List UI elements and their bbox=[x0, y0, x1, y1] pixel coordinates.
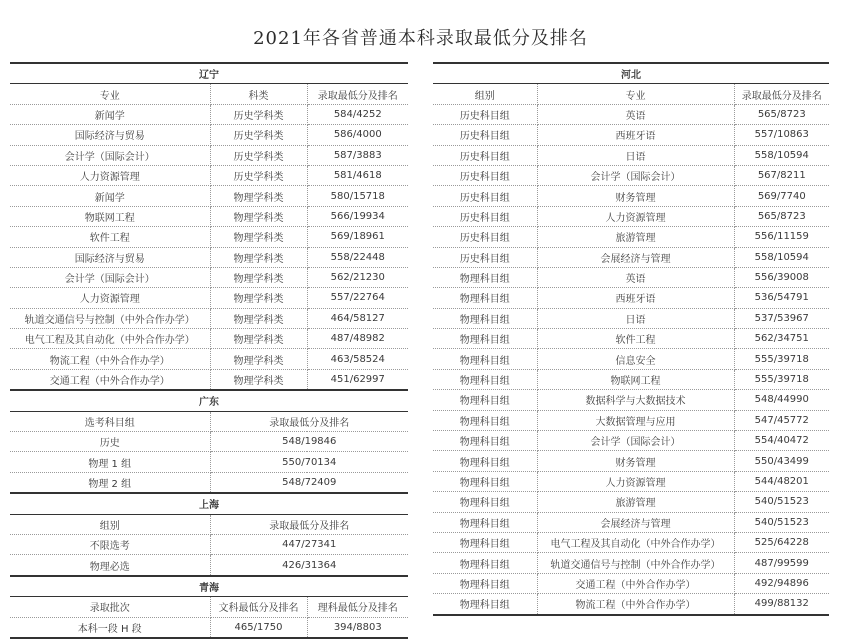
column-header: 录取最低分及排名 bbox=[734, 84, 829, 104]
table-cell: 会计学（国际会计） bbox=[10, 145, 210, 165]
table-cell: 历史 bbox=[10, 432, 210, 452]
table-cell: 物理必选 bbox=[10, 555, 210, 576]
guangdong-province-name: 广东 bbox=[10, 390, 408, 411]
liaoning-section-header bbox=[10, 63, 408, 84]
table-row bbox=[433, 206, 829, 226]
table-cell: 580/15718 bbox=[307, 186, 408, 206]
table-row bbox=[433, 410, 829, 430]
table-cell: 物理学科类 bbox=[210, 206, 307, 226]
table-cell: 558/10594 bbox=[734, 145, 829, 165]
table-cell: 历史学科类 bbox=[210, 125, 307, 145]
table-row bbox=[433, 247, 829, 267]
table-row bbox=[10, 227, 408, 247]
guangdong-column-headers bbox=[10, 411, 408, 431]
table-row bbox=[433, 451, 829, 471]
table-row bbox=[10, 288, 408, 308]
column-header: 专业 bbox=[537, 84, 734, 104]
table-cell: 历史学科类 bbox=[210, 104, 307, 124]
table-cell: 不限选考 bbox=[10, 534, 210, 554]
table-row bbox=[10, 534, 408, 554]
table-row bbox=[10, 452, 408, 472]
table-row bbox=[10, 349, 408, 369]
table-cell: 会计学（国际会计） bbox=[537, 431, 734, 451]
table-cell: 548/19846 bbox=[210, 432, 408, 452]
page-title: 2021年各省普通本科录取最低分及排名 bbox=[253, 28, 588, 49]
table-cell: 物理科目组 bbox=[433, 471, 537, 491]
table-cell: 562/21230 bbox=[307, 267, 408, 287]
table-cell: 物理学科类 bbox=[210, 186, 307, 206]
qinghai-column-headers bbox=[10, 597, 408, 617]
table-cell: 557/22764 bbox=[307, 288, 408, 308]
table-cell: 会计学（国际会计） bbox=[537, 165, 734, 185]
table-row bbox=[433, 329, 829, 349]
left-score-table bbox=[10, 62, 408, 639]
table-cell: 历史科目组 bbox=[433, 186, 537, 206]
table-cell: 物理科目组 bbox=[433, 267, 537, 287]
table-cell: 587/3883 bbox=[307, 145, 408, 165]
table-cell: 550/70134 bbox=[210, 452, 408, 472]
table-cell: 544/48201 bbox=[734, 471, 829, 491]
table-cell: 财务管理 bbox=[537, 186, 734, 206]
table-row bbox=[10, 165, 408, 185]
column-header: 文科最低分及排名 bbox=[210, 597, 307, 617]
column-header: 录取最低分及排名 bbox=[210, 514, 408, 534]
table-cell: 451/62997 bbox=[307, 369, 408, 390]
table-row bbox=[10, 369, 408, 390]
shanghai-column-headers bbox=[10, 514, 408, 534]
table-cell: 586/4000 bbox=[307, 125, 408, 145]
table-row bbox=[10, 555, 408, 576]
table-cell: 464/58127 bbox=[307, 308, 408, 328]
table-cell: 信息安全 bbox=[537, 349, 734, 369]
table-cell: 555/39718 bbox=[734, 369, 829, 389]
table-cell: 旅游管理 bbox=[537, 492, 734, 512]
table-cell: 584/4252 bbox=[307, 104, 408, 124]
table-row bbox=[433, 308, 829, 328]
table-cell: 463/58524 bbox=[307, 349, 408, 369]
liaoning-province-name: 辽宁 bbox=[10, 63, 408, 84]
table-cell: 565/8723 bbox=[734, 104, 829, 124]
table-cell: 557/10863 bbox=[734, 125, 829, 145]
table-cell: 软件工程 bbox=[537, 329, 734, 349]
table-cell: 548/72409 bbox=[210, 472, 408, 493]
column-header: 专业 bbox=[10, 84, 210, 104]
table-cell: 物理科目组 bbox=[433, 349, 537, 369]
table-cell: 历史科目组 bbox=[433, 145, 537, 165]
table-cell: 物理 2 组 bbox=[10, 472, 210, 493]
table-row bbox=[10, 125, 408, 145]
table-cell: 物理科目组 bbox=[433, 594, 537, 615]
table-cell: 物理学科类 bbox=[210, 369, 307, 390]
table-cell: 558/10594 bbox=[734, 247, 829, 267]
table-cell: 物联网工程 bbox=[10, 206, 210, 226]
table-cell: 物理科目组 bbox=[433, 573, 537, 593]
hebei-province-name: 河北 bbox=[433, 63, 829, 84]
table-row bbox=[433, 573, 829, 593]
table-cell: 465/1750 bbox=[210, 617, 307, 638]
table-cell: 499/88132 bbox=[734, 594, 829, 615]
table-cell: 物理科目组 bbox=[433, 410, 537, 430]
table-cell: 540/51523 bbox=[734, 512, 829, 532]
table-row bbox=[433, 267, 829, 287]
table-cell: 487/48982 bbox=[307, 329, 408, 349]
table-row bbox=[10, 329, 408, 349]
table-row bbox=[10, 617, 408, 638]
table-cell: 550/43499 bbox=[734, 451, 829, 471]
table-cell: 540/51523 bbox=[734, 492, 829, 512]
table-cell: 会计学（国际会计） bbox=[10, 267, 210, 287]
table-cell: 轨道交通信号与控制（中外合作办学） bbox=[537, 553, 734, 573]
table-cell: 554/40472 bbox=[734, 431, 829, 451]
table-row bbox=[433, 369, 829, 389]
table-cell: 物理科目组 bbox=[433, 431, 537, 451]
table-row bbox=[433, 594, 829, 615]
table-cell: 西班牙语 bbox=[537, 288, 734, 308]
table-cell: 英语 bbox=[537, 267, 734, 287]
column-header: 录取最低分及排名 bbox=[307, 84, 408, 104]
table-cell: 物理科目组 bbox=[433, 308, 537, 328]
liaoning-column-headers bbox=[10, 84, 408, 104]
table-row bbox=[10, 432, 408, 452]
table-cell: 历史科目组 bbox=[433, 165, 537, 185]
column-header: 录取最低分及排名 bbox=[210, 411, 408, 431]
table-cell: 物理科目组 bbox=[433, 369, 537, 389]
table-cell: 财务管理 bbox=[537, 451, 734, 471]
table-cell: 会展经济与管理 bbox=[537, 512, 734, 532]
table-cell: 394/8803 bbox=[307, 617, 408, 638]
column-header: 录取批次 bbox=[10, 597, 210, 617]
table-cell: 会展经济与管理 bbox=[537, 247, 734, 267]
table-cell: 电气工程及其自动化（中外合作办学） bbox=[10, 329, 210, 349]
table-cell: 物理科目组 bbox=[433, 532, 537, 552]
hebei-section-header bbox=[433, 63, 829, 84]
table-cell: 物理学科类 bbox=[210, 349, 307, 369]
table-cell: 426/31364 bbox=[210, 555, 408, 576]
table-row bbox=[433, 349, 829, 369]
table-cell: 日语 bbox=[537, 308, 734, 328]
table-cell: 历史学科类 bbox=[210, 165, 307, 185]
table-row bbox=[433, 186, 829, 206]
table-row bbox=[433, 532, 829, 552]
table-row bbox=[433, 288, 829, 308]
table-cell: 新闻学 bbox=[10, 104, 210, 124]
table-cell: 物理学科类 bbox=[210, 288, 307, 308]
column-header: 选考科目组 bbox=[10, 411, 210, 431]
table-cell: 492/94896 bbox=[734, 573, 829, 593]
table-row bbox=[433, 125, 829, 145]
shanghai-section-header bbox=[10, 493, 408, 514]
table-cell: 历史科目组 bbox=[433, 206, 537, 226]
table-cell: 566/19934 bbox=[307, 206, 408, 226]
table-cell: 物理科目组 bbox=[433, 390, 537, 410]
table-cell: 新闻学 bbox=[10, 186, 210, 206]
table-cell: 交通工程（中外合作办学） bbox=[10, 369, 210, 390]
table-cell: 旅游管理 bbox=[537, 227, 734, 247]
column-header: 组别 bbox=[433, 84, 537, 104]
table-row bbox=[10, 308, 408, 328]
qinghai-section-header bbox=[10, 576, 408, 597]
table-cell: 历史科目组 bbox=[433, 247, 537, 267]
table-cell: 轨道交通信号与控制（中外合作办学） bbox=[10, 308, 210, 328]
table-cell: 562/34751 bbox=[734, 329, 829, 349]
table-cell: 物理学科类 bbox=[210, 329, 307, 349]
table-cell: 人力资源管理 bbox=[537, 471, 734, 491]
column-header: 理科最低分及排名 bbox=[307, 597, 408, 617]
table-cell: 国际经济与贸易 bbox=[10, 125, 210, 145]
table-row bbox=[433, 471, 829, 491]
table-cell: 交通工程（中外合作办学） bbox=[537, 573, 734, 593]
table-cell: 电气工程及其自动化（中外合作办学） bbox=[537, 532, 734, 552]
table-row bbox=[10, 247, 408, 267]
table-cell: 447/27341 bbox=[210, 534, 408, 554]
table-row bbox=[433, 512, 829, 532]
table-cell: 本科一段 H 段 bbox=[10, 617, 210, 638]
table-cell: 物流工程（中外合作办学） bbox=[537, 594, 734, 615]
table-cell: 物理科目组 bbox=[433, 512, 537, 532]
qinghai-province-name: 青海 bbox=[10, 576, 408, 597]
table-cell: 物理科目组 bbox=[433, 553, 537, 573]
table-cell: 物理科目组 bbox=[433, 451, 537, 471]
table-cell: 大数据管理与应用 bbox=[537, 410, 734, 430]
table-row bbox=[433, 431, 829, 451]
table-cell: 物流工程（中外合作办学） bbox=[10, 349, 210, 369]
table-cell: 537/53967 bbox=[734, 308, 829, 328]
table-cell: 569/7740 bbox=[734, 186, 829, 206]
table-row bbox=[10, 145, 408, 165]
table-cell: 487/99599 bbox=[734, 553, 829, 573]
table-cell: 569/18961 bbox=[307, 227, 408, 247]
table-row bbox=[433, 145, 829, 165]
column-header: 科类 bbox=[210, 84, 307, 104]
table-cell: 555/39718 bbox=[734, 349, 829, 369]
table-cell: 525/64228 bbox=[734, 532, 829, 552]
table-cell: 581/4618 bbox=[307, 165, 408, 185]
table-cell: 565/8723 bbox=[734, 206, 829, 226]
table-cell: 人力资源管理 bbox=[10, 165, 210, 185]
table-cell: 536/54791 bbox=[734, 288, 829, 308]
table-cell: 人力资源管理 bbox=[537, 206, 734, 226]
table-cell: 物理科目组 bbox=[433, 329, 537, 349]
table-cell: 历史科目组 bbox=[433, 104, 537, 124]
table-cell: 物理学科类 bbox=[210, 247, 307, 267]
table-cell: 物理 1 组 bbox=[10, 452, 210, 472]
table-cell: 物理学科类 bbox=[210, 227, 307, 247]
table-cell: 历史科目组 bbox=[433, 125, 537, 145]
table-row bbox=[10, 206, 408, 226]
table-cell: 物理科目组 bbox=[433, 288, 537, 308]
table-cell: 历史学科类 bbox=[210, 145, 307, 165]
table-cell: 物理科目组 bbox=[433, 492, 537, 512]
table-cell: 数据科学与大数据技术 bbox=[537, 390, 734, 410]
column-header: 组别 bbox=[10, 514, 210, 534]
table-row bbox=[10, 472, 408, 493]
table-cell: 软件工程 bbox=[10, 227, 210, 247]
table-row bbox=[433, 553, 829, 573]
table-cell: 558/22448 bbox=[307, 247, 408, 267]
table-row bbox=[433, 104, 829, 124]
table-cell: 567/8211 bbox=[734, 165, 829, 185]
table-row bbox=[10, 104, 408, 124]
table-cell: 英语 bbox=[537, 104, 734, 124]
table-row bbox=[10, 186, 408, 206]
table-row bbox=[433, 165, 829, 185]
table-cell: 547/45772 bbox=[734, 410, 829, 430]
table-cell: 548/44990 bbox=[734, 390, 829, 410]
table-row bbox=[433, 492, 829, 512]
table-cell: 日语 bbox=[537, 145, 734, 165]
table-cell: 历史科目组 bbox=[433, 227, 537, 247]
table-cell: 西班牙语 bbox=[537, 125, 734, 145]
table-row bbox=[433, 227, 829, 247]
table-cell: 物理学科类 bbox=[210, 267, 307, 287]
table-cell: 人力资源管理 bbox=[10, 288, 210, 308]
table-cell: 物联网工程 bbox=[537, 369, 734, 389]
table-row bbox=[10, 267, 408, 287]
guangdong-section-header bbox=[10, 390, 408, 411]
hebei-score-table bbox=[433, 62, 829, 616]
table-row bbox=[433, 390, 829, 410]
table-cell: 556/39008 bbox=[734, 267, 829, 287]
shanghai-province-name: 上海 bbox=[10, 493, 408, 514]
hebei-column-headers bbox=[433, 84, 829, 104]
table-cell: 556/11159 bbox=[734, 227, 829, 247]
table-cell: 物理学科类 bbox=[210, 308, 307, 328]
table-cell: 国际经济与贸易 bbox=[10, 247, 210, 267]
